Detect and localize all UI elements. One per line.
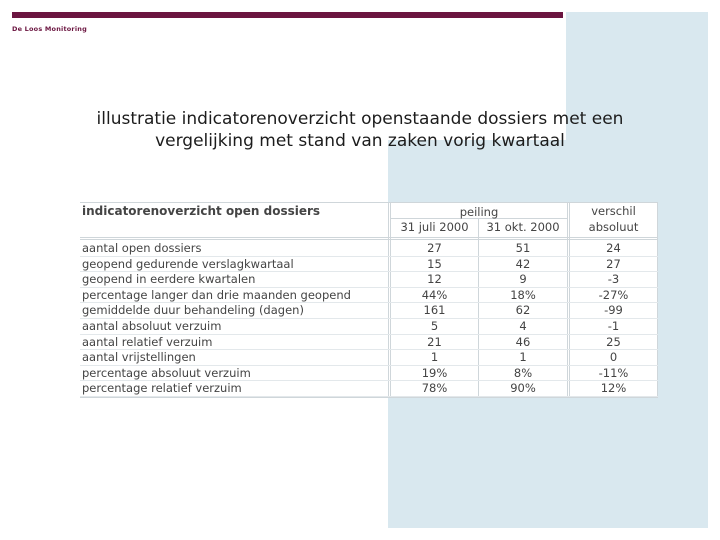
value-31-okt-2000: 62 xyxy=(515,303,531,318)
value-31-juli-2000: 21 xyxy=(427,334,442,349)
value-31-okt-2000: 42 xyxy=(515,256,531,271)
table-title: indicatorenoverzicht open dossiers xyxy=(82,204,321,218)
value-31-juli-2000: 161 xyxy=(423,303,446,318)
value-31-juli-2000: 5 xyxy=(430,319,439,333)
value-verschil-absoluut: 0 xyxy=(609,350,618,365)
indicator-table xyxy=(80,202,658,398)
header-absoluut: absoluut xyxy=(588,220,639,234)
value-verschil-absoluut: -1 xyxy=(607,319,620,333)
value-31-juli-2000: 78% xyxy=(421,381,448,396)
value-31-juli-2000: 44% xyxy=(421,287,448,302)
value-31-okt-2000: 18% xyxy=(510,287,536,302)
table-gridline xyxy=(567,202,568,398)
slide-title xyxy=(70,108,650,152)
row-label: aantal absoluut verzuim xyxy=(82,319,222,333)
value-31-okt-2000: 46 xyxy=(515,334,531,349)
table-gridline xyxy=(80,239,658,240)
row-label: geopend in eerdere kwartalen xyxy=(82,272,256,287)
row-label: geopend gedurende verslagkwartaal xyxy=(82,256,294,271)
slide-title-line-2: vergelijking met stand van zaken vorig kwartaal xyxy=(155,131,565,151)
row-label: percentage absoluut verzuim xyxy=(82,365,251,380)
table-gridline xyxy=(388,202,389,398)
value-verschil-absoluut: 25 xyxy=(606,334,621,349)
top-accent-bar xyxy=(12,12,563,18)
value-31-juli-2000: 15 xyxy=(427,256,442,271)
value-verschil-absoluut: 24 xyxy=(606,241,621,255)
row-label: gemiddelde duur behandeling (dagen) xyxy=(82,303,304,318)
row-label: percentage relatief verzuim xyxy=(82,381,242,396)
row-label: aantal relatief verzuim xyxy=(82,334,213,349)
table-gridline xyxy=(80,202,658,203)
slide-title-line-1: illustratie indicatorenoverzicht openstaande dossiers met een xyxy=(96,109,624,129)
value-31-okt-2000: 4 xyxy=(519,319,527,333)
value-verschil-absoluut: 27 xyxy=(606,256,621,271)
row-divider xyxy=(80,396,658,397)
header-31-okt-2000: 31 okt. 2000 xyxy=(486,220,560,234)
value-31-juli-2000: 12 xyxy=(427,272,442,287)
brand-logo-text: De Loos Monitoring xyxy=(12,25,87,33)
table-gridline xyxy=(657,202,658,398)
value-verschil-absoluut: -99 xyxy=(604,303,623,318)
value-31-okt-2000: 8% xyxy=(513,365,533,380)
header-peiling: peiling xyxy=(459,205,499,219)
row-label: percentage langer dan drie maanden geopend xyxy=(82,287,351,302)
value-verschil-absoluut: -27% xyxy=(598,287,629,302)
header-31-juli-2000: 31 juli 2000 xyxy=(400,220,469,234)
row-label: aantal open dossiers xyxy=(82,241,202,255)
value-31-juli-2000: 27 xyxy=(427,241,442,255)
value-31-juli-2000: 1 xyxy=(430,350,439,365)
value-verschil-absoluut: -11% xyxy=(598,365,629,380)
table-gridline xyxy=(80,237,658,238)
value-31-okt-2000: 51 xyxy=(515,241,531,255)
value-31-okt-2000: 90% xyxy=(510,381,536,396)
value-31-juli-2000: 19% xyxy=(421,365,448,380)
header-verschil: verschil xyxy=(591,204,636,218)
value-verschil-absoluut: 12% xyxy=(600,381,627,396)
row-label: aantal vrijstellingen xyxy=(82,350,196,365)
table-gridline xyxy=(80,397,658,398)
value-31-okt-2000: 9 xyxy=(519,272,527,287)
value-verschil-absoluut: -3 xyxy=(607,272,620,287)
value-31-okt-2000: 1 xyxy=(519,350,527,365)
